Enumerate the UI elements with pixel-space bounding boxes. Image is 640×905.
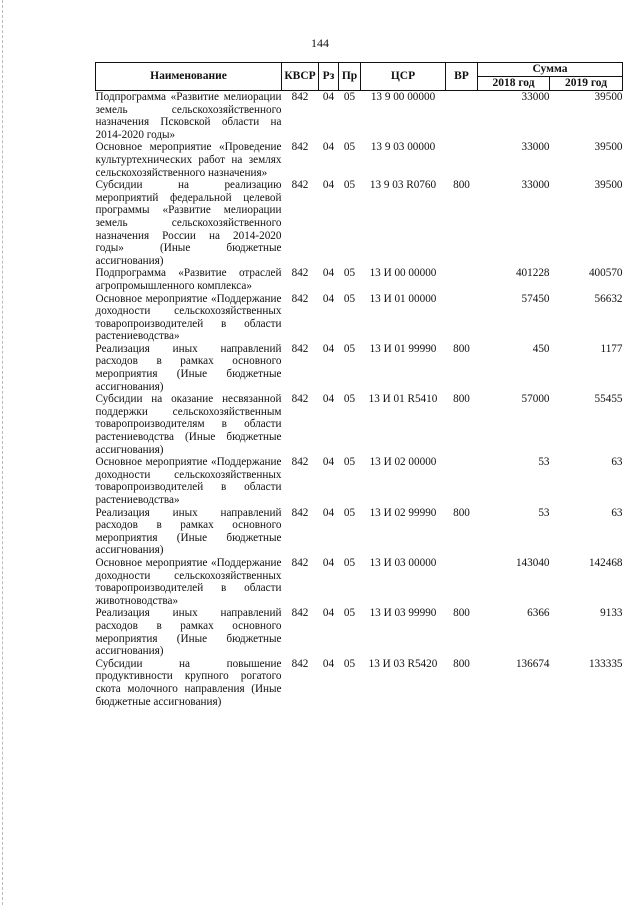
cell-name: Подпрограмма «Развитие мелиорации земель сельскохозяйственного назначения Псковской области на 2014-2020 годы» — [95, 91, 282, 141]
cell-csr: 13 И 02 99990 — [369, 506, 437, 519]
header-year-2018: 2018 год — [478, 77, 550, 91]
cell-2019: 39500 — [594, 179, 623, 192]
cell-vr — [446, 267, 478, 292]
cell-2019: 9133 — [600, 607, 623, 620]
cell-2018: 450 — [532, 342, 550, 355]
cell-vr: 800 — [453, 657, 470, 670]
table-row — [96, 179, 623, 267]
header-csr: ЦСР — [361, 63, 446, 91]
cell-name: Субсидии на повышение продуктивности крупного рогатого скота молочного направления (Иные бюджетные ассигнования) — [95, 657, 282, 708]
cell-rz: 04 — [322, 141, 335, 154]
cell-rz: 04 — [322, 506, 335, 519]
cell-csr: 13 И 02 00000 — [369, 456, 437, 469]
header-year-2019: 2019 год — [550, 77, 623, 91]
cell-csr: 13 И 03 R5420 — [368, 657, 438, 670]
cell-2019: 400570 — [588, 267, 623, 280]
budget-table — [95, 62, 623, 708]
cell-2018: 57000 — [521, 393, 550, 406]
table-row — [96, 507, 623, 557]
cell-name: Субсидии на реализацию мероприятий федеральной целевой программы «Развитие мелиорации земель сельскохозяйственного назначения России на 2014-2020 годы» (Иные бюджетные ассигнования) — [95, 179, 282, 267]
cell-rz: 04 — [322, 292, 335, 305]
cell-csr: 13 И 01 99990 — [369, 342, 437, 355]
cell-2018: 143040 — [515, 556, 550, 569]
cell-vr: 800 — [453, 607, 470, 620]
cell-pr: 05 — [343, 393, 356, 406]
cell-kvsr: 842 — [291, 91, 309, 103]
cell-2019: 63 — [611, 456, 623, 469]
page-edge-mark — [2, 0, 3, 905]
cell-name: Основное мероприятие «Проведение культуртехнических работ на землях сельскохозяйственного назначения» — [95, 141, 282, 179]
cell-2018: 136674 — [515, 657, 550, 670]
cell-2019: 1177 — [600, 342, 623, 355]
cell-rz: 04 — [322, 393, 335, 406]
cell-vr: 800 — [453, 179, 470, 192]
cell-2018: 53 — [538, 456, 550, 469]
cell-pr: 05 — [343, 342, 356, 355]
cell-csr: 13 9 03 R0760 — [369, 179, 437, 192]
table-row — [96, 456, 623, 506]
header-kvsr: КВСР — [282, 63, 319, 91]
table-row — [96, 91, 623, 142]
cell-2019: 39500 — [594, 141, 623, 154]
cell-kvsr: 842 — [291, 179, 309, 192]
cell-rz: 04 — [322, 267, 335, 280]
cell-csr: 13 И 00 00000 — [369, 267, 437, 280]
cell-csr: 13 И 01 00000 — [369, 292, 437, 305]
cell-vr — [446, 91, 478, 142]
cell-csr: 13 И 03 99990 — [369, 607, 437, 620]
page-number: 144 — [311, 36, 329, 50]
cell-2019: 133335 — [588, 657, 623, 670]
cell-kvsr: 842 — [291, 292, 309, 305]
cell-csr: 13 И 03 00000 — [369, 556, 437, 569]
table-row — [96, 557, 623, 607]
cell-vr: 800 — [453, 393, 470, 406]
table-row — [96, 658, 623, 708]
cell-pr: 05 — [343, 657, 356, 670]
cell-vr — [446, 456, 478, 506]
cell-rz: 04 — [322, 607, 335, 620]
cell-rz: 04 — [322, 91, 335, 103]
cell-csr: 13 9 00 00000 — [370, 91, 436, 103]
cell-2018: 33000 — [521, 91, 550, 103]
table-row — [96, 267, 623, 292]
cell-name: Основное мероприятие «Поддержание доходности сельскохозяйственных товаропроизводителей в области животноводства» — [95, 556, 282, 607]
cell-pr: 05 — [343, 607, 356, 620]
cell-pr: 05 — [343, 179, 356, 192]
cell-pr: 05 — [343, 506, 356, 519]
cell-pr: 05 — [343, 267, 356, 280]
cell-vr: 800 — [453, 342, 470, 355]
cell-kvsr: 842 — [291, 456, 309, 469]
header-pr: Пр — [339, 63, 361, 91]
cell-vr — [446, 141, 478, 179]
cell-pr: 05 — [343, 91, 356, 103]
cell-2018: 33000 — [521, 141, 550, 154]
cell-pr: 05 — [343, 456, 356, 469]
cell-name: Реализация иных направлений расходов в рамках основного мероприятия (Иные бюджетные ассигнования) — [95, 342, 282, 393]
cell-rz: 04 — [322, 179, 335, 192]
cell-rz: 04 — [322, 657, 335, 670]
cell-2018: 53 — [538, 506, 550, 519]
cell-kvsr: 842 — [291, 393, 309, 406]
cell-kvsr: 842 — [291, 267, 309, 280]
table-row — [96, 293, 623, 343]
cell-2019: 56632 — [594, 292, 623, 305]
cell-csr: 13 И 01 R5410 — [368, 393, 438, 406]
cell-2018: 33000 — [521, 179, 550, 192]
cell-kvsr: 842 — [291, 342, 309, 355]
cell-kvsr: 842 — [291, 657, 309, 670]
cell-kvsr: 842 — [291, 141, 309, 154]
cell-rz: 04 — [322, 456, 335, 469]
cell-vr — [446, 557, 478, 607]
cell-rz: 04 — [322, 342, 335, 355]
cell-pr: 05 — [343, 556, 356, 569]
cell-name: Основное мероприятие «Поддержание доходности сельскохозяйственных товаропроизводителей в области растениеводства» — [95, 456, 282, 506]
table-row — [96, 343, 623, 393]
cell-kvsr: 842 — [291, 506, 309, 519]
cell-vr — [446, 293, 478, 343]
cell-kvsr: 842 — [291, 556, 309, 569]
cell-rz: 04 — [322, 556, 335, 569]
table-row — [96, 393, 623, 456]
header-name: Наименование — [96, 63, 282, 91]
cell-name: Реализация иных направлений расходов в рамках основного мероприятия (Иные бюджетные ассигнования) — [95, 607, 282, 658]
cell-pr: 05 — [343, 292, 356, 305]
cell-2019: 63 — [611, 506, 623, 519]
table-row — [96, 607, 623, 657]
cell-kvsr: 842 — [291, 607, 309, 620]
cell-name: Субсидии на оказание несвязанной поддержки сельскохозяйственным товаропроизводителям в области растениеводства (Иные бюджетные ассигнования) — [95, 393, 282, 456]
cell-2019: 55455 — [594, 393, 623, 406]
table-row — [96, 141, 623, 179]
cell-2019: 142468 — [588, 556, 623, 569]
header-rz: Рз — [319, 63, 339, 91]
cell-name: Реализация иных направлений расходов в рамках основного мероприятия (Иные бюджетные ассигнования) — [95, 506, 282, 557]
cell-csr: 13 9 03 00000 — [370, 141, 436, 154]
header-vr: ВР — [446, 63, 478, 91]
cell-2018: 401228 — [515, 267, 550, 280]
cell-2018: 6366 — [527, 607, 550, 620]
cell-vr: 800 — [453, 506, 470, 519]
cell-2019: 39500 — [594, 91, 623, 103]
cell-name: Основное мероприятие «Поддержание доходности сельскохозяйственных товаропроизводителей в области растениеводства» — [95, 292, 282, 343]
header-sum: Сумма — [478, 63, 623, 77]
cell-name: Подпрограмма «Развитие отраслей агропромышленного комплекса» — [95, 267, 282, 292]
cell-pr: 05 — [343, 141, 356, 154]
cell-2018: 57450 — [521, 292, 550, 305]
